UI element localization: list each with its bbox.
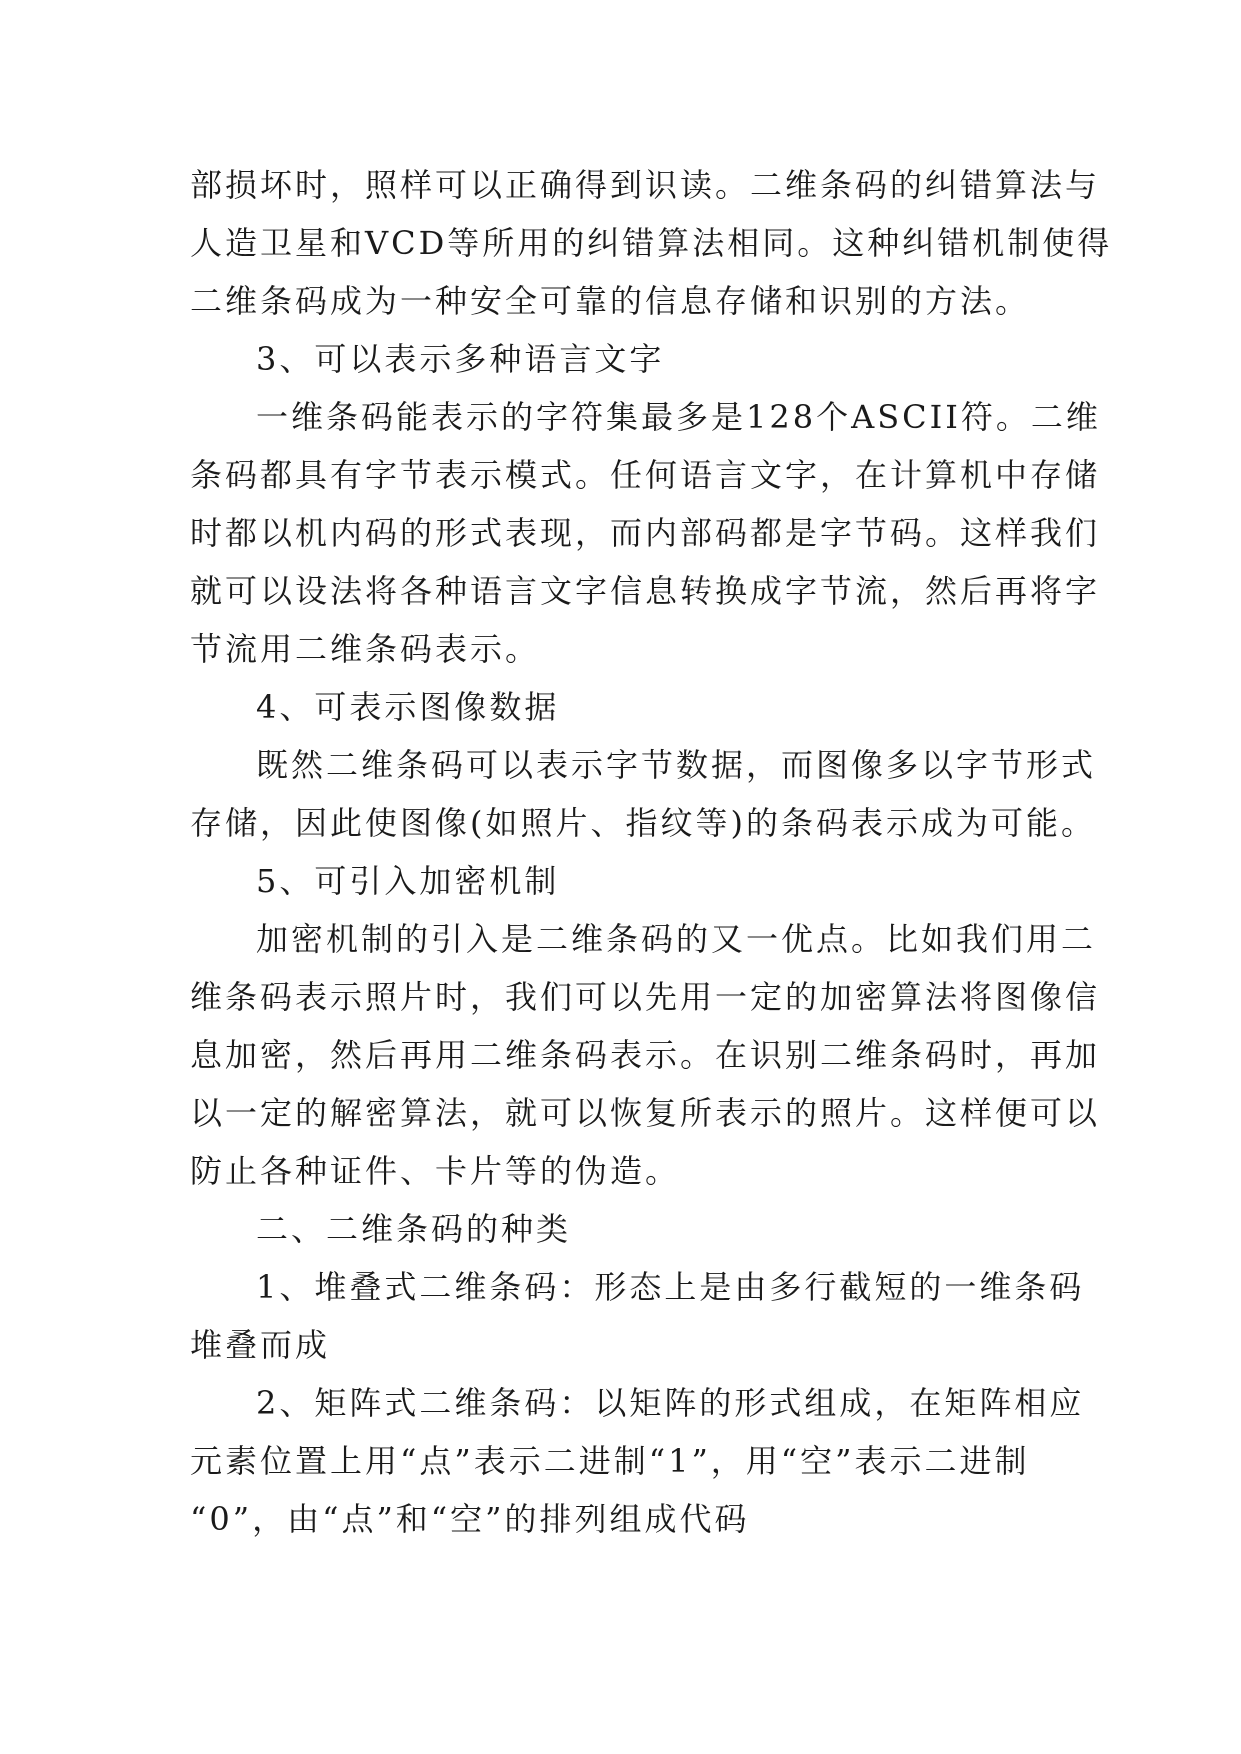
- text-line: 就可以设法将各种语言文字信息转换成字节流，然后再将字: [190, 572, 1101, 610]
- text-line: 条码都具有字节表示模式。任何语言文字，在计算机中存储: [190, 456, 1101, 494]
- text-line: 节流用二维条码表示。: [190, 630, 541, 668]
- section-heading: 二、二维条码的种类: [256, 1210, 572, 1248]
- text-line: 维条码表示照片时，我们可以先用一定的加密算法将图像信: [190, 978, 1101, 1016]
- text-line: 二维条码成为一种安全可靠的信息存储和识别的方法。: [190, 282, 1031, 320]
- text-line: 堆叠而成: [190, 1326, 331, 1364]
- section-heading: 4、可表示图像数据: [256, 688, 560, 726]
- text-line: 时都以机内码的形式表现，而内部码都是字节码。这样我们: [190, 514, 1101, 552]
- text-line: 息加密，然后再用二维条码表示。在识别二维条码时，再加: [190, 1036, 1101, 1074]
- text-line: 一维条码能表示的字符集最多是128个ASCII符。二维: [256, 398, 1101, 436]
- text-line: 元素位置上用“点”表示二进制“1”，用“空”表示二进制: [190, 1442, 1030, 1480]
- text-line: 既然二维条码可以表示字节数据，而图像多以字节形式: [256, 746, 1097, 784]
- text-line: 以一定的解密算法，就可以恢复所表示的照片。这样便可以: [190, 1094, 1101, 1132]
- text-line: 人造卫星和VCD等所用的纠错算法相同。这种纠错机制使得: [190, 224, 1113, 262]
- text-line: “0”，由“点”和“空”的排列组成代码: [190, 1500, 750, 1538]
- section-heading: 3、可以表示多种语言文字: [256, 340, 665, 378]
- text-line: 部损坏时，照样可以正确得到识读。二维条码的纠错算法与: [190, 166, 1101, 204]
- section-heading: 5、可引入加密机制: [256, 862, 560, 900]
- text-line: 2、矩阵式二维条码：以矩阵的形式组成，在矩阵相应: [256, 1384, 1085, 1422]
- body-text: [190, 156, 1113, 1548]
- text-line: 防止各种证件、卡片等的伪造。: [190, 1152, 681, 1190]
- text-line: 1、堆叠式二维条码：形态上是由多行截短的一维条码: [256, 1268, 1085, 1306]
- text-line: 加密机制的引入是二维条码的又一优点。比如我们用二: [256, 920, 1097, 958]
- text-line: 存储，因此使图像(如照片、指纹等)的条码表示成为可能。: [190, 804, 1096, 842]
